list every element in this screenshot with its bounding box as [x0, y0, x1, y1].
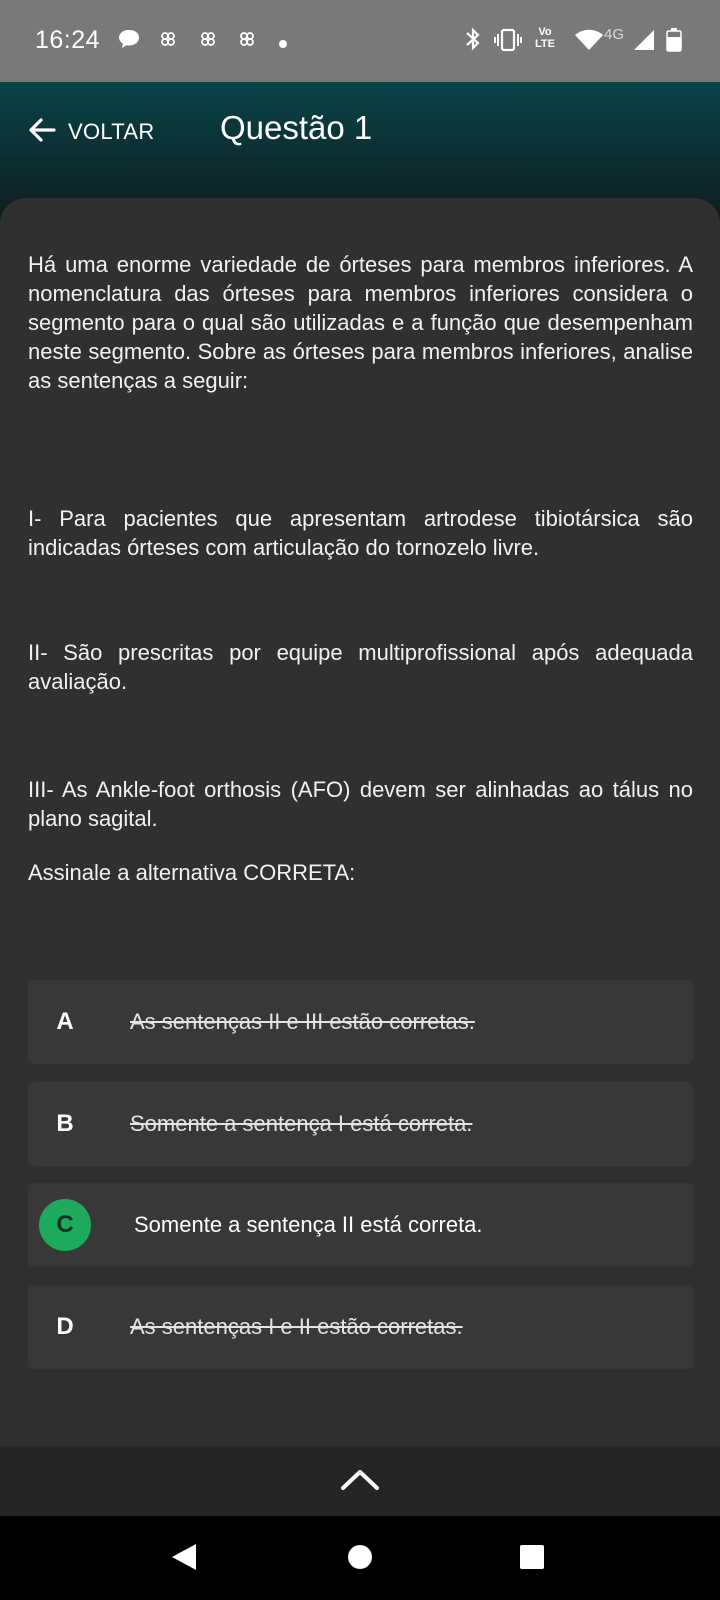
question-intro-text: Há uma enorme variedade de órteses para membros inferiores. A nomenclatura das órteses para membros inferiores considera o segmento para o qual são utilizadas e a função que desempenham neste segmento. Sobre as órteses para membros inferiores, analise as sentenças a seguir: — [28, 252, 693, 393]
option-c[interactable] — [28, 1183, 693, 1267]
network-type: 4G — [604, 26, 625, 43]
arrow-left-icon — [26, 114, 58, 151]
status-time: 16:24 — [35, 26, 101, 54]
battery-icon — [666, 28, 682, 57]
sentence-3: III- As Ankle-foot orthosis (AFO) devem ser alinhadas ao tálus no plano sagital. — [28, 777, 693, 831]
option-text: Somente a sentença II está correta. — [134, 1212, 483, 1237]
option-letter: D — [56, 1313, 74, 1340]
cell-signal-icon — [632, 29, 656, 56]
sentence-1: I- Para pacientes que apresentam artrodese tibiotársica são indicadas órteses com articulação do tornozelo livre. — [28, 506, 693, 560]
option-text: As sentenças II e III estão corretas. — [130, 1009, 475, 1034]
more-notifications-dot-icon — [278, 36, 288, 54]
app-notification-icon — [239, 31, 255, 52]
system-nav-bar — [0, 1516, 720, 1600]
option-text: As sentenças I e II estão corretas. — [130, 1314, 463, 1339]
option-letter: B — [56, 1110, 74, 1137]
option-d[interactable] — [28, 1285, 693, 1369]
bluetooth-icon — [463, 25, 483, 60]
nav-back-icon[interactable] — [170, 1542, 198, 1577]
app-header — [0, 82, 720, 212]
wifi-icon — [574, 28, 604, 57]
app-notification-icon — [200, 31, 216, 52]
volte-indicator: Vo LTE — [535, 26, 555, 50]
app-notification-icon — [160, 31, 176, 52]
page-title: Questão 1 — [220, 109, 373, 146]
chat-notification-icon — [117, 28, 141, 55]
option-b[interactable] — [28, 1082, 693, 1166]
expand-button[interactable] — [340, 1466, 380, 1497]
chevron-up-icon — [340, 1479, 380, 1496]
sentence-2: II- São prescritas por equipe multiprofissional após adequada avaliação. — [28, 640, 693, 694]
back-button[interactable] — [26, 112, 155, 152]
nav-recents-icon[interactable] — [519, 1544, 545, 1575]
status-bar — [0, 0, 720, 82]
vibrate-icon — [494, 28, 522, 57]
nav-home-icon[interactable] — [347, 1544, 373, 1575]
option-a[interactable] — [28, 980, 693, 1064]
option-letter: A — [56, 1008, 74, 1035]
back-label: VOLTAR — [68, 119, 155, 144]
question-card — [0, 198, 720, 1446]
correct-answer-badge: C — [39, 1199, 91, 1251]
option-text: Somente a sentença I está correta. — [130, 1111, 473, 1136]
bottom-expand-bar — [0, 1446, 720, 1516]
question-prompt: Assinale a alternativa CORRETA: — [28, 860, 356, 885]
question-intro — [28, 250, 693, 395]
